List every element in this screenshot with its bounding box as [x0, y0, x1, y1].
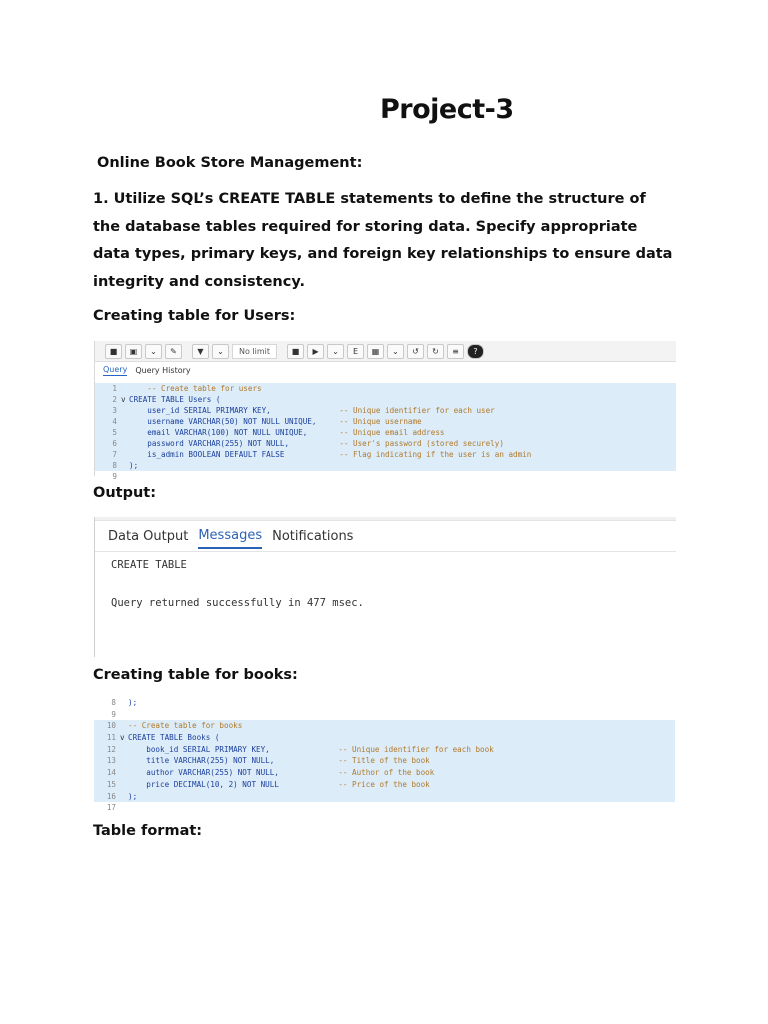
chevron-down-icon[interactable]: ⌄	[212, 344, 229, 359]
execute-icon[interactable]: ▶	[307, 344, 324, 359]
code-line	[95, 427, 676, 438]
line-number: 10	[106, 721, 116, 731]
code-line	[95, 394, 676, 405]
tab-query[interactable]: Query	[103, 365, 128, 374]
editor-tabs	[95, 362, 676, 376]
line-number: 3	[112, 406, 117, 415]
code-line	[94, 779, 675, 791]
chevron-down-icon[interactable]: ⌄	[387, 344, 404, 359]
line-number: 4	[112, 417, 117, 426]
code-comment: -- Title of the book	[338, 756, 430, 766]
code-comment: -- User's password (stored securely)	[339, 439, 504, 448]
code-line	[95, 416, 676, 427]
edit-icon[interactable]: ✎	[165, 344, 182, 359]
heading-output: Output:	[93, 485, 157, 501]
code-line	[95, 460, 676, 471]
code-comment: -- Unique identifier for each book	[338, 744, 494, 754]
line-number: 14	[106, 768, 116, 778]
code-area[interactable]	[95, 383, 676, 482]
code-text: author VARCHAR(255) NOT NULL,	[128, 768, 339, 778]
code-text: book_id SERIAL PRIMARY KEY,	[128, 744, 339, 754]
macros-icon[interactable]: ≡	[447, 344, 464, 359]
chevron-down-icon[interactable]: ⌄	[327, 344, 344, 359]
fold-gutter	[120, 720, 128, 732]
code-line	[94, 767, 675, 779]
code-text: );	[129, 461, 139, 470]
code-line	[94, 732, 675, 744]
line-number: 5	[112, 428, 117, 437]
code-comment: -- Unique email address	[339, 428, 445, 437]
fold-gutter	[121, 416, 129, 427]
output-panel-screenshot	[94, 517, 676, 657]
explain-icon[interactable]: E	[347, 344, 364, 359]
line-number: 1	[112, 384, 117, 393]
code-line	[94, 744, 675, 756]
stop-icon[interactable]: ■	[287, 344, 304, 359]
code-line	[95, 383, 676, 394]
line-number: 12	[106, 744, 116, 754]
fold-gutter	[121, 460, 129, 471]
chevron-down-icon[interactable]: ⌄	[145, 344, 162, 359]
code-text: title VARCHAR(255) NOT NULL,	[128, 756, 339, 766]
code-line	[95, 449, 676, 460]
fold-gutter	[121, 471, 129, 482]
output-message-line: CREATE TABLE	[111, 559, 187, 571]
code-area[interactable]	[94, 697, 675, 814]
fold-gutter	[121, 383, 129, 394]
code-text: );	[128, 698, 138, 707]
line-number: 13	[106, 756, 116, 766]
commit-icon[interactable]: ↺	[407, 344, 424, 359]
heading-books-table: Creating table for books:	[93, 667, 298, 683]
code-comment: -- Create table for books	[128, 721, 243, 731]
folder-icon[interactable]: ■	[105, 344, 122, 359]
save-icon[interactable]: ▣	[125, 344, 142, 359]
code-line	[95, 405, 676, 416]
code-text: CREATE TABLE Users (	[129, 395, 221, 404]
fold-gutter	[120, 767, 128, 779]
code-line	[95, 438, 676, 449]
code-line	[94, 709, 675, 721]
query-toolbar	[95, 341, 676, 362]
code-line	[94, 755, 675, 767]
tab-messages[interactable]: Messages	[198, 523, 262, 549]
line-number: 9	[112, 472, 117, 481]
code-comment: -- Unique username	[339, 417, 422, 426]
fold-gutter	[120, 755, 128, 767]
code-comment: -- Author of the book	[338, 768, 435, 778]
output-status-line: Query returned successfully in 477 msec.	[111, 597, 364, 609]
tab-data-output[interactable]: Data Output	[108, 529, 189, 544]
sql-editor-books-screenshot	[94, 697, 675, 814]
page-title: Project-3	[380, 94, 514, 125]
filter-icon[interactable]: ▼	[192, 344, 209, 359]
tab-notifications[interactable]: Notifications	[272, 529, 354, 544]
line-number: 9	[111, 709, 116, 719]
heading-table-format: Table format:	[93, 823, 203, 839]
sql-editor-users-screenshot	[94, 341, 676, 481]
explain-analyze-icon[interactable]: ▦	[367, 344, 384, 359]
code-text: username VARCHAR(50) NOT NULL UNIQUE,	[129, 417, 340, 426]
code-line	[94, 720, 675, 732]
code-comment: -- Flag indicating if the user is an admin	[339, 450, 532, 459]
fold-chevron-icon[interactable]: v	[121, 395, 126, 404]
line-number: 17	[106, 803, 116, 813]
fold-gutter	[121, 405, 129, 416]
task-paragraph: 1. Utilize SQL’s CREATE TABLE statements to define the structure of the database tables required for storing data. Specify appropriate data types, primary keys, and foreign key relationships to ensure data integrity and consistency.	[93, 191, 673, 291]
line-number: 6	[112, 439, 117, 448]
fold-gutter	[120, 697, 128, 709]
document-subtitle: Online Book Store Management:	[97, 155, 363, 171]
code-text: is_admin BOOLEAN DEFAULT FALSE	[129, 450, 340, 459]
line-number: 7	[112, 450, 117, 459]
line-number: 11	[106, 733, 116, 743]
rollback-icon[interactable]: ↻	[427, 344, 444, 359]
fold-gutter	[120, 791, 128, 803]
fold-gutter	[121, 427, 129, 438]
code-text: password VARCHAR(255) NOT NULL,	[129, 439, 340, 448]
help-icon[interactable]: ?	[467, 344, 484, 359]
fold-gutter	[121, 438, 129, 449]
line-number: 2	[112, 395, 117, 404]
heading-users-table: Creating table for Users:	[93, 308, 296, 324]
code-comment: -- Unique identifier for each user	[339, 406, 495, 415]
line-number: 16	[106, 791, 116, 801]
code-comment: -- Price of the book	[338, 779, 430, 789]
fold-gutter	[120, 709, 128, 721]
fold-gutter	[120, 744, 128, 756]
line-number: 8	[112, 461, 117, 470]
tab-query-history[interactable]: Query History	[135, 366, 191, 375]
code-text: CREATE TABLE Books (	[128, 733, 220, 743]
code-text: );	[128, 791, 138, 801]
code-line	[94, 697, 675, 709]
code-line	[95, 471, 676, 482]
code-text	[129, 383, 147, 394]
fold-chevron-icon[interactable]: v	[120, 733, 125, 743]
fold-gutter	[120, 802, 128, 814]
line-number: 8	[111, 698, 116, 707]
code-text: price DECIMAL(10, 2) NOT NULL	[128, 779, 339, 789]
code-text: user_id SERIAL PRIMARY KEY,	[129, 406, 340, 415]
fold-gutter	[120, 779, 128, 791]
output-tabs	[95, 521, 676, 552]
code-line	[94, 802, 675, 814]
fold-gutter	[121, 449, 129, 460]
code-comment: -- Create table for users	[147, 384, 262, 393]
line-number: 15	[106, 779, 116, 789]
code-text: email VARCHAR(100) NOT NULL UNIQUE,	[129, 428, 340, 437]
code-line	[94, 791, 675, 803]
row-limit-select[interactable]: No limit	[232, 344, 277, 359]
